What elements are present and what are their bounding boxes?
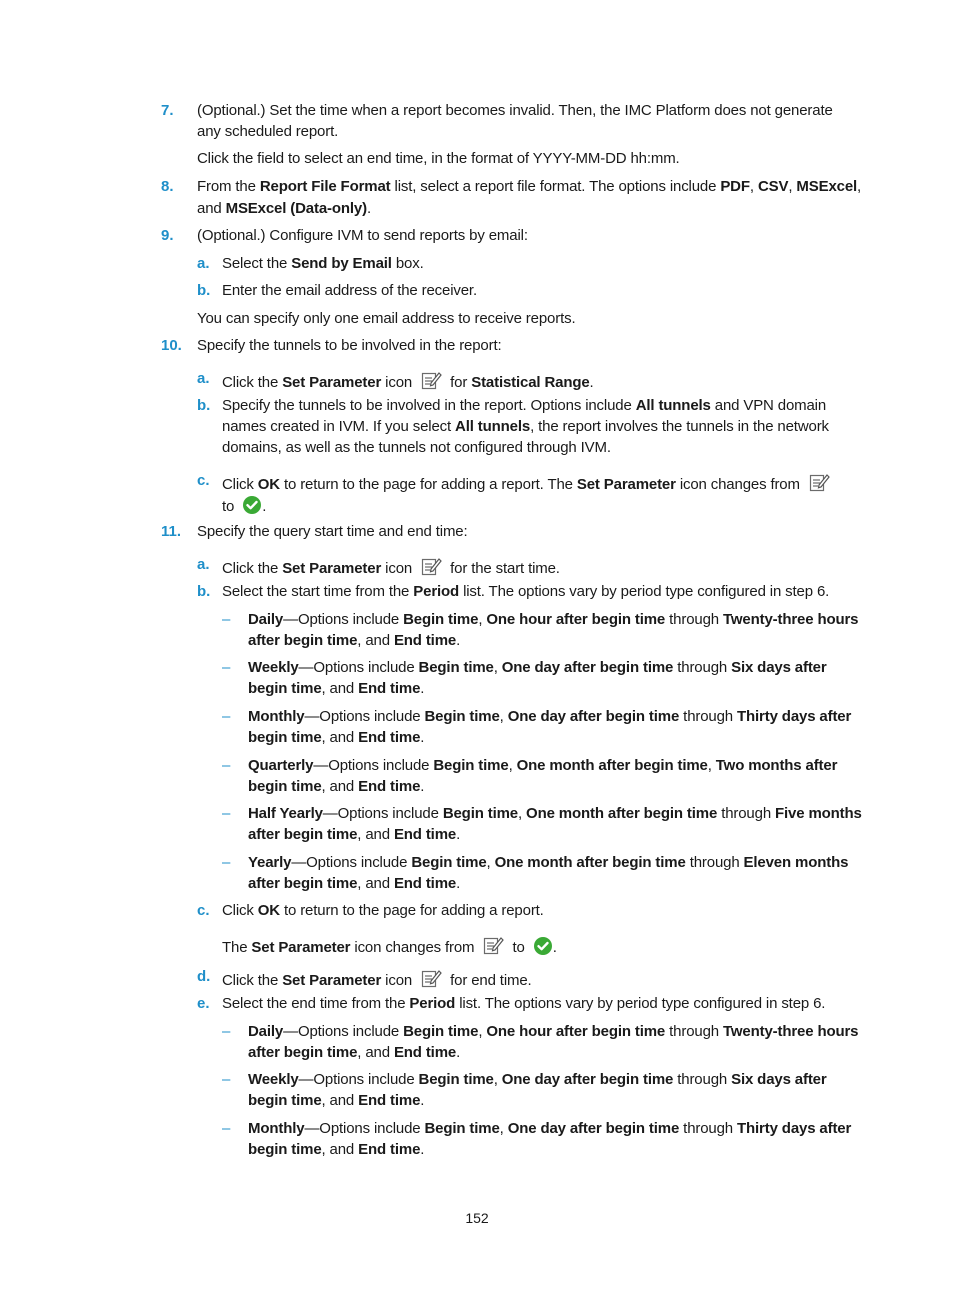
step-8-line-2: and MSExcel (Data-only). xyxy=(197,200,371,217)
bullet-dash: – xyxy=(222,1023,231,1040)
step-10b-line-2: names created in IVM. If you select All tunnels, the report involves the tunnels in the network xyxy=(222,418,829,435)
period-option-line-1: Weekly—Options include Begin time, One day after begin time through Six days after xyxy=(248,659,827,676)
step-number: 11. xyxy=(161,523,182,540)
step-7-line-1: (Optional.) Set the time when a report becomes invalid. Then, the IMC Platform does not generate xyxy=(197,102,833,119)
substep-letter: a. xyxy=(197,370,210,387)
period-option-line-2: begin time, and End time. xyxy=(248,680,425,697)
substep-letter: a. xyxy=(197,556,210,573)
substep-letter: b. xyxy=(197,282,211,299)
step-11b-text: Select the start time from the Period list. The options vary by period type configured in step 6. xyxy=(222,583,830,600)
period-option-line-1: Yearly—Options include Begin time, One month after begin time through Eleven months xyxy=(248,854,849,871)
period-option-line-2: after begin time, and End time. xyxy=(248,875,461,892)
substep-letter: d. xyxy=(197,968,211,985)
step-10b-line-3: domains, as well as the tunnels not configured through IVM. xyxy=(222,439,611,456)
step-11a-text: Click the Set Parameter icon for the start time. xyxy=(222,555,560,583)
substep-letter: c. xyxy=(197,902,210,919)
step-11d-text: Click the Set Parameter icon for end time. xyxy=(222,967,532,995)
step-11c-note: The Set Parameter icon changes from to . xyxy=(222,934,557,962)
bullet-dash: – xyxy=(222,757,231,774)
bullet-dash: – xyxy=(222,1120,231,1137)
step-number: 10. xyxy=(161,337,182,354)
bullet-dash: – xyxy=(222,1071,231,1088)
step-7-note: Click the field to select an end time, in the format of YYYY-MM-DD hh:mm. xyxy=(197,150,680,167)
set-parameter-edit-icon xyxy=(420,369,442,397)
step-10a-text: Click the Set Parameter icon for Statistical Range. xyxy=(222,369,594,397)
period-option-line-2: after begin time, and End time. xyxy=(248,826,461,843)
period-option-line-2: after begin time, and End time. xyxy=(248,1044,461,1061)
period-option-line-1: Daily—Options include Begin time, One hour after begin time through Twenty-three hours xyxy=(248,1023,859,1040)
bullet-dash: – xyxy=(222,611,231,628)
green-check-icon xyxy=(242,495,262,521)
substep-letter: b. xyxy=(197,583,211,600)
green-check-icon xyxy=(533,936,553,962)
period-option-line-2: after begin time, and End time. xyxy=(248,632,461,649)
period-option-line-1: Monthly—Options include Begin time, One day after begin time through Thirty days after xyxy=(248,708,852,725)
step-9-note: You can specify only one email address to receive reports. xyxy=(197,310,576,327)
step-9b-text: Enter the email address of the receiver. xyxy=(222,282,477,299)
bullet-dash: – xyxy=(222,659,231,676)
set-parameter-edit-icon xyxy=(808,471,830,499)
period-option-line-1: Quarterly—Options include Begin time, One month after begin time, Two months after xyxy=(248,757,838,774)
page-number: 152 xyxy=(465,1210,489,1226)
step-11c-text: Click OK to return to the page for adding a report. xyxy=(222,902,544,919)
period-option-line-1: Half Yearly—Options include Begin time, One month after begin time through Five months xyxy=(248,805,862,822)
step-7-line-2: any scheduled report. xyxy=(197,123,339,140)
set-parameter-edit-icon xyxy=(482,934,504,962)
period-option-line-1: Monthly—Options include Begin time, One day after begin time through Thirty days after xyxy=(248,1120,852,1137)
bullet-dash: – xyxy=(222,854,231,871)
step-10c-line-1: Click OK to return to the page for adding a report. The Set Parameter icon changes from xyxy=(222,471,834,499)
bullet-dash: – xyxy=(222,805,231,822)
period-option-line-1: Weekly—Options include Begin time, One day after begin time through Six days after xyxy=(248,1071,827,1088)
step-10c-line-2: to . xyxy=(222,495,266,521)
step-number: 8. xyxy=(161,178,174,195)
step-8-line-1: From the Report File Format list, select a report file format. The options include PDF, CSV, MSExcel, xyxy=(197,178,862,195)
step-number: 7. xyxy=(161,102,174,119)
substep-letter: a. xyxy=(197,255,210,272)
step-9a-text: Select the Send by Email box. xyxy=(222,255,424,272)
set-parameter-edit-icon xyxy=(420,967,442,995)
period-option-line-2: begin time, and End time. xyxy=(248,778,425,795)
step-10b-line-1: Specify the tunnels to be involved in the report. Options include All tunnels and VPN domain xyxy=(222,397,827,414)
set-parameter-edit-icon xyxy=(420,555,442,583)
period-option-line-2: begin time, and End time. xyxy=(248,729,425,746)
step-number: 9. xyxy=(161,227,174,244)
substep-letter: e. xyxy=(197,995,210,1012)
step-9-text: (Optional.) Configure IVM to send reports by email: xyxy=(197,227,528,244)
substep-letter: b. xyxy=(197,397,211,414)
step-11e-text: Select the end time from the Period list. The options vary by period type configured in step 6. xyxy=(222,995,826,1012)
bullet-dash: – xyxy=(222,708,231,725)
substep-letter: c. xyxy=(197,472,210,489)
period-option-line-1: Daily—Options include Begin time, One hour after begin time through Twenty-three hours xyxy=(248,611,859,628)
period-option-line-2: begin time, and End time. xyxy=(248,1092,425,1109)
step-11-text: Specify the query start time and end time: xyxy=(197,523,468,540)
step-10-text: Specify the tunnels to be involved in the report: xyxy=(197,337,502,354)
period-option-line-2: begin time, and End time. xyxy=(248,1141,425,1158)
